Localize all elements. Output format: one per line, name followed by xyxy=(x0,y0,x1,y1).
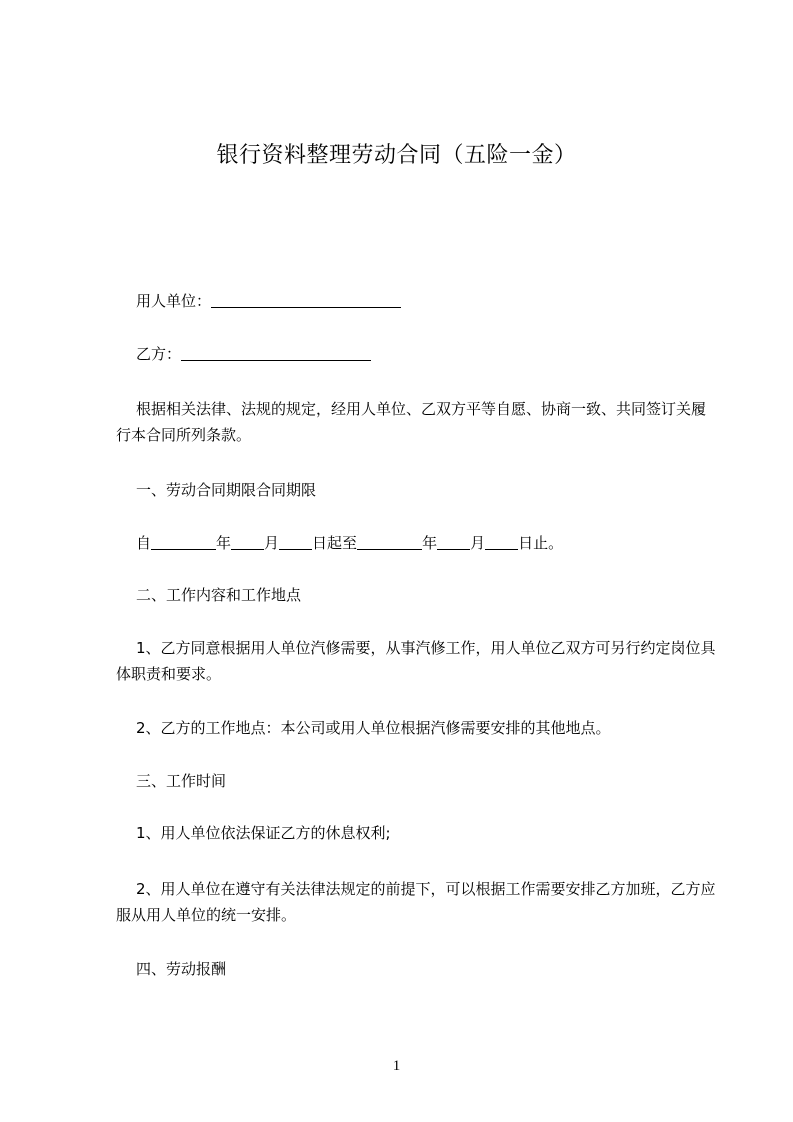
start-day-blank[interactable] xyxy=(279,534,312,550)
party-b-blank[interactable] xyxy=(181,345,371,361)
document-title: 银行资料整理劳动合同（五险一金） xyxy=(216,143,577,168)
section-1-heading: 一、劳动合同期限合同期限 xyxy=(136,481,317,499)
employer-field xyxy=(136,291,401,311)
end-day-blank[interactable] xyxy=(485,534,518,550)
term-month-label: 月 xyxy=(264,534,280,552)
term-year-label: 年 xyxy=(216,534,232,552)
section-4-heading: 四、劳动报酬 xyxy=(136,960,227,978)
start-month-blank[interactable] xyxy=(231,534,264,550)
party-b-field xyxy=(136,344,371,364)
term-month-label-2: 月 xyxy=(470,534,486,552)
end-month-blank[interactable] xyxy=(437,534,470,550)
employer-blank[interactable] xyxy=(211,292,401,308)
section-3-item-2: 2、用人单位在遵守有关法律法规定的前提下，可以根据工作需要安排乙方加班，乙方应服从用人单位的统一安排。 xyxy=(116,880,716,924)
section-3-item-1: 1、用人单位依法保证乙方的休息权利; xyxy=(136,824,391,842)
contract-term-line xyxy=(136,533,563,553)
employer-label: 用人单位： xyxy=(136,292,212,310)
party-b-label: 乙方： xyxy=(136,345,182,363)
term-to-label: 日起至 xyxy=(312,534,358,552)
end-year-blank[interactable] xyxy=(357,534,422,550)
term-year-label-2: 年 xyxy=(422,534,438,552)
start-year-blank[interactable] xyxy=(151,534,216,550)
section-2-item-2: 2、乙方的工作地点：本公司或用人单位根据汽修需要安排的其他地点。 xyxy=(136,719,611,737)
section-2-heading: 二、工作内容和工作地点 xyxy=(136,586,302,604)
section-2-item-1: 1、乙方同意根据用人单位汽修需要，从事汽修工作，用人单位乙双方可另行约定岗位具体职责和要求。 xyxy=(116,639,716,683)
preamble-paragraph: 根据相关法律、法规的规定，经用人单位、乙双方平等自愿、协商一致、共同签订关履行本合同所列条款。 xyxy=(116,400,707,444)
term-from-label: 自 xyxy=(136,534,152,552)
section-3-heading: 三、工作时间 xyxy=(136,772,227,790)
page-number: 1 xyxy=(392,1058,401,1074)
term-end-label: 日止。 xyxy=(518,534,564,552)
